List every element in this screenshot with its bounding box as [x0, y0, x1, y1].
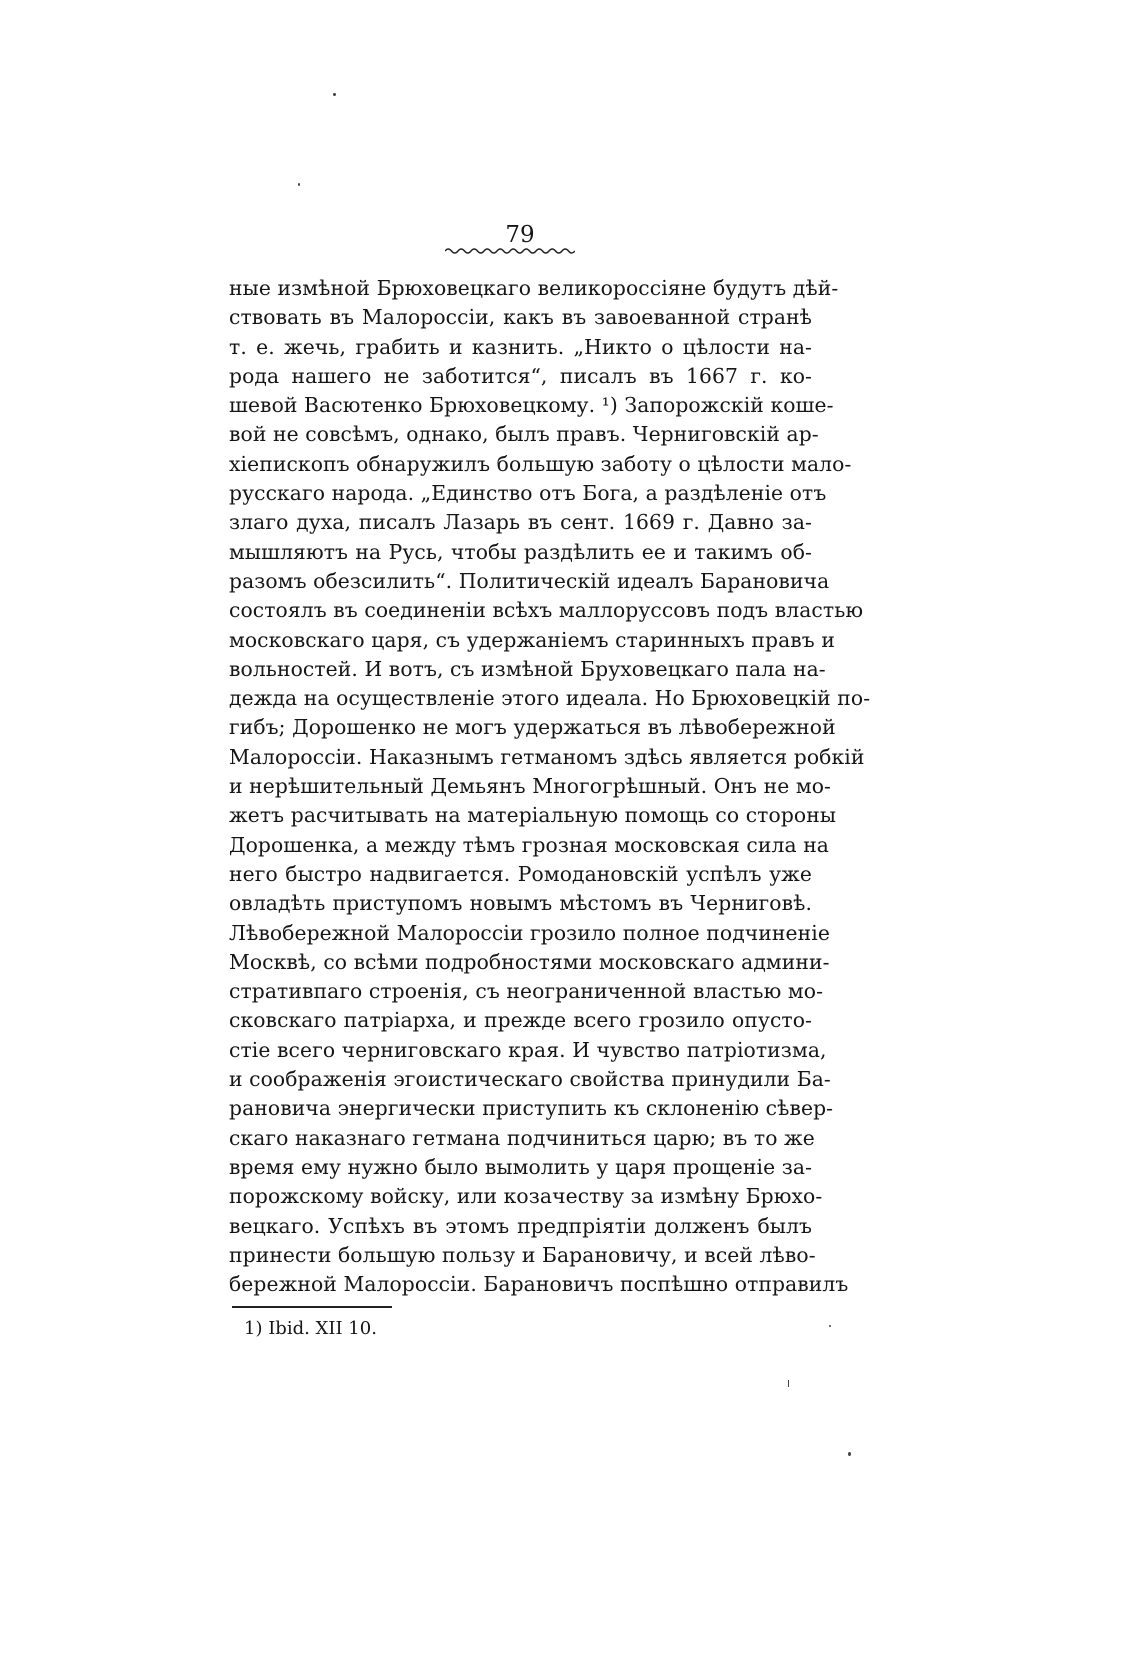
text-line: время ему нужно было вымолить у царя прощеніе за- — [229, 1154, 813, 1179]
wavy-ornament-icon — [445, 246, 575, 256]
text-line: шевой Васютенко Брюховецкому. ¹) Запорожскій кошe- — [229, 393, 834, 418]
text-line: сковскаго патріарха, и прежде всего грозило опусто- — [229, 1008, 812, 1033]
text-line: ствовать въ Малороссіи, какъ въ завоеванной странѣ — [229, 305, 812, 330]
text-line: принести большую пользу и Барановичу, и всей лѣво- — [229, 1242, 816, 1267]
text-line: Дорошенка, а между тѣмъ грозная московская сила на — [229, 832, 829, 857]
text-line: рода нашего не заботится“, писалъ въ 1667 г. ко- — [229, 363, 812, 388]
text-line: Малороссіи. Наказнымъ гетманомъ здѣсь является робкій — [229, 744, 865, 769]
body-text — [229, 274, 871, 1299]
page-number: 79 — [505, 222, 535, 248]
text-line: стіе всего черниговскаго края. И чувство патріотизма, — [229, 1037, 827, 1062]
text-line: стративпаго строенія, съ неограниченной властью мо- — [229, 979, 824, 1004]
text-line: Москвѣ, со всѣми подробностями московскаго админи- — [229, 949, 830, 974]
text-line: жетъ расчитывать на матеріальную помощь со стороны — [229, 803, 837, 828]
footnote: 1) Ibid. XII 10. — [244, 1318, 377, 1339]
text-line: и соображенія эгоистическаго свойства принудили Ба- — [229, 1067, 831, 1092]
text-line: мышляютъ на Русь, чтобы раздѣлить ее и такимъ об- — [229, 539, 812, 564]
text-line: вой не совсѣмъ, однако, былъ правъ. Черниговскій ар- — [229, 422, 819, 447]
scan-speck — [788, 1380, 789, 1387]
text-line: дежда на осуществленіе этого идеала. Но Брюховецкій по- — [229, 686, 871, 711]
text-line: состоялъ въ соединеніи всѣхъ маллоруссовъ подъ властью — [229, 598, 864, 623]
text-line: бережной Малороссіи. Барановичъ поспѣшно отправилъ — [229, 1272, 849, 1297]
scan-speck — [298, 183, 300, 186]
scan-speck — [848, 1452, 851, 1456]
scan-speck — [829, 1325, 831, 1327]
text-line: ные измѣной Брюховецкаго великороссіяне будутъ дѣй- — [229, 276, 839, 300]
text-line: русскаго народа. „Единство отъ Бога, а раздѣленіе отъ — [229, 481, 827, 506]
text-line: хіепископъ обнаружилъ большую заботу о цѣлости мало- — [229, 451, 852, 476]
text-line: вольностей. И вотъ, съ измѣной Бруховецкаго пала на- — [229, 656, 826, 681]
text-line: т. е. жечь, грабить и казнить. „Никто о цѣлости на- — [229, 334, 812, 359]
scan-speck — [333, 93, 336, 96]
text-line: него быстро надвигается. Ромодановскій успѣлъ уже — [229, 861, 812, 886]
text-line: Лѣвобережной Малороссіи грозило полное подчиненіе — [229, 920, 830, 945]
text-line: и нерѣшительный Демьянъ Многогрѣшный. Онъ не мо- — [229, 774, 832, 799]
text-line: скаго наказнаго гетмана подчиниться царю; въ то же — [229, 1125, 815, 1150]
text-line: порожскому войску, или козачеству за измѣну Брюхо- — [229, 1184, 823, 1209]
text-line: злаго духа, писалъ Лазарь въ сент. 1669 г. Давно за- — [229, 510, 812, 535]
text-line: овладѣть приступомъ новымъ мѣстомъ въ Черниговѣ. — [229, 891, 812, 916]
text-line: московскаго царя, съ удержаніемъ старинныхъ правъ и — [229, 627, 835, 652]
text-line: вецкаго. Успѣхъ въ этомъ предпріятіи долженъ былъ — [229, 1213, 812, 1238]
footnote-divider — [232, 1306, 392, 1308]
text-line: разомъ обезсилить“. Политическій идеалъ Барановича — [229, 568, 830, 593]
text-line: гибъ; Дорошенко не могъ удержаться въ лѣвобережной — [229, 715, 836, 740]
text-line: рановича энергически приступить къ склоненію сѣвер- — [229, 1096, 834, 1121]
